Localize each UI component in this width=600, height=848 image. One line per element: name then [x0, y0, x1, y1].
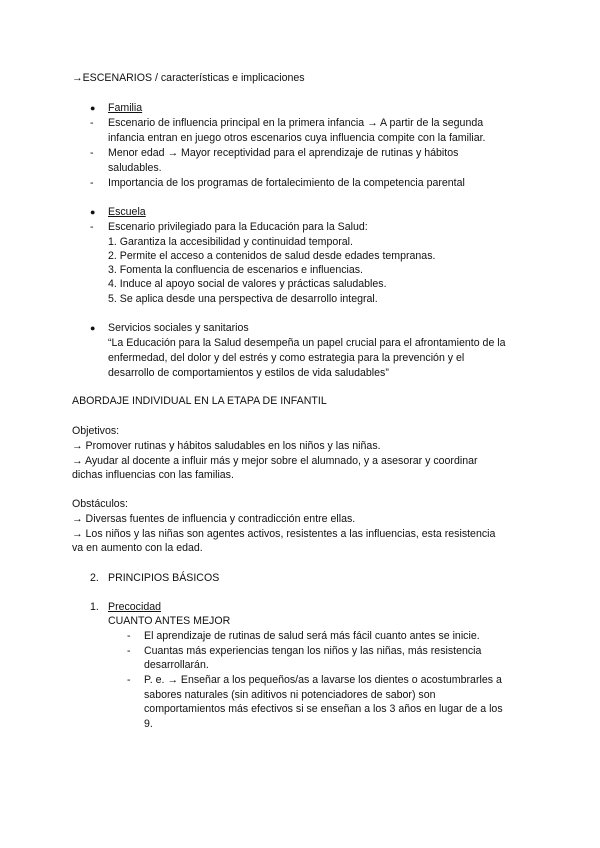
precocidad-item-1-line-1: El aprendizaje de rutinas de salud será más fácil cuanto antes se inicie.	[144, 630, 480, 642]
familia-item-2-line-1: Menor edad → Mayor receptividad para el aprendizaje de rutinas y hábitos	[108, 147, 459, 159]
servicios-quote-line-2: enfermedad, del dolor y del estrés y como estrategia para la prevención y el	[108, 352, 465, 364]
bullet-icon: ●	[90, 207, 96, 217]
obstaculos-label: Obstáculos:	[72, 498, 128, 510]
precocidad-item-3-line-4: 9.	[144, 718, 153, 730]
principios-title: PRINCIPIOS BÁSICOS	[108, 572, 220, 584]
objetivos-label: Objetivos:	[72, 425, 120, 437]
precocidad-subtitle: CUANTO ANTES MEJOR	[108, 615, 231, 627]
servicios-title: Servicios sociales y sanitarios	[108, 322, 249, 334]
dash-marker: -	[127, 674, 131, 686]
section-heading-abordaje: ABORDAJE INDIVIDUAL EN LA ETAPA DE INFANTIL	[72, 395, 327, 407]
objetivos-line-1: → Promover rutinas y hábitos saludables en los niños y las niñas.	[72, 440, 381, 452]
dash-marker: -	[90, 147, 94, 159]
escuela-intro: Escenario privilegiado para la Educación para la Salud:	[108, 221, 368, 233]
precocidad-item-3-line-2: sabores naturales (sin aditivos ni potenciadores de sabor) son	[144, 689, 436, 701]
precocidad-item-2-line-1: Cuantas más experiencias tengan los niños y las niñas, más resistencia	[144, 645, 482, 657]
precocidad-title: Precocidad	[108, 601, 161, 613]
dash-marker: -	[90, 117, 94, 129]
familia-item-3-line-1: Importancia de los programas de fortalecimiento de la competencia parental	[108, 177, 465, 189]
obstaculos-line-1: → Diversas fuentes de influencia y contradicción entre ellas.	[72, 513, 356, 525]
servicios-quote-line-1: “La Educación para la Salud desempeña un papel crucial para el afrontamiento de la	[108, 337, 506, 349]
precocidad-number: 1.	[90, 601, 99, 613]
principios-number: 2.	[90, 572, 99, 584]
dash-marker: -	[127, 630, 131, 642]
dash-marker: -	[90, 177, 94, 189]
escuela-numbered-5: 5. Se aplica desde una perspectiva de desarrollo integral.	[108, 293, 378, 305]
familia-item-1-line-2: infancia entran en juego otros escenarios cuya influencia compite con la familiar.	[108, 132, 486, 144]
servicios-quote-line-3: desarrollo de comportamientos y estilos de vida saludables”	[108, 367, 389, 379]
escuela-numbered-3: 3. Fomenta la confluencia de escenarios e influencias.	[108, 264, 363, 276]
escuela-numbered-2: 2. Permite el acceso a contenidos de salud desde edades tempranas.	[108, 250, 436, 262]
dash-marker: -	[90, 221, 94, 233]
obstaculos-line-2: → Los niños y las niñas son agentes activos, resistentes a las influencias, esta resistencia	[72, 528, 496, 540]
objetivos-line-3: dichas influencias con las familias.	[72, 469, 234, 481]
precocidad-item-3-line-3: comportamientos más efectivos si se enseñan a los 3 años en lugar de a los	[144, 703, 503, 715]
obstaculos-line-3: va en aumento con la edad.	[72, 542, 203, 554]
bullet-icon: ●	[90, 323, 96, 333]
section-heading-escenarios: →ESCENARIOS / características e implicaciones	[72, 72, 305, 84]
objetivos-line-2: → Ayudar al docente a influir más y mejor sobre el alumnado, y a asesorar y coordinar	[72, 455, 478, 467]
familia-title: Familia	[108, 102, 143, 114]
familia-item-1-line-1: Escenario de influencia principal en la primera infancia → A partir de la segunda	[108, 117, 484, 129]
escuela-numbered-4: 4. Induce al apoyo social de valores y prácticas saludables.	[108, 278, 387, 290]
escuela-title: Escuela	[108, 206, 146, 218]
dash-marker: -	[127, 645, 131, 657]
familia-item-2-line-2: saludables.	[108, 162, 162, 174]
bullet-icon: ●	[90, 103, 96, 113]
escuela-numbered-1: 1. Garantiza la accesibilidad y continuidad temporal.	[108, 236, 353, 248]
precocidad-item-3-line-1: P. e. → Enseñar a los pequeños/as a lavarse los dientes o acostumbrarles a	[144, 674, 502, 686]
precocidad-item-2-line-2: desarrollarán.	[144, 659, 209, 671]
